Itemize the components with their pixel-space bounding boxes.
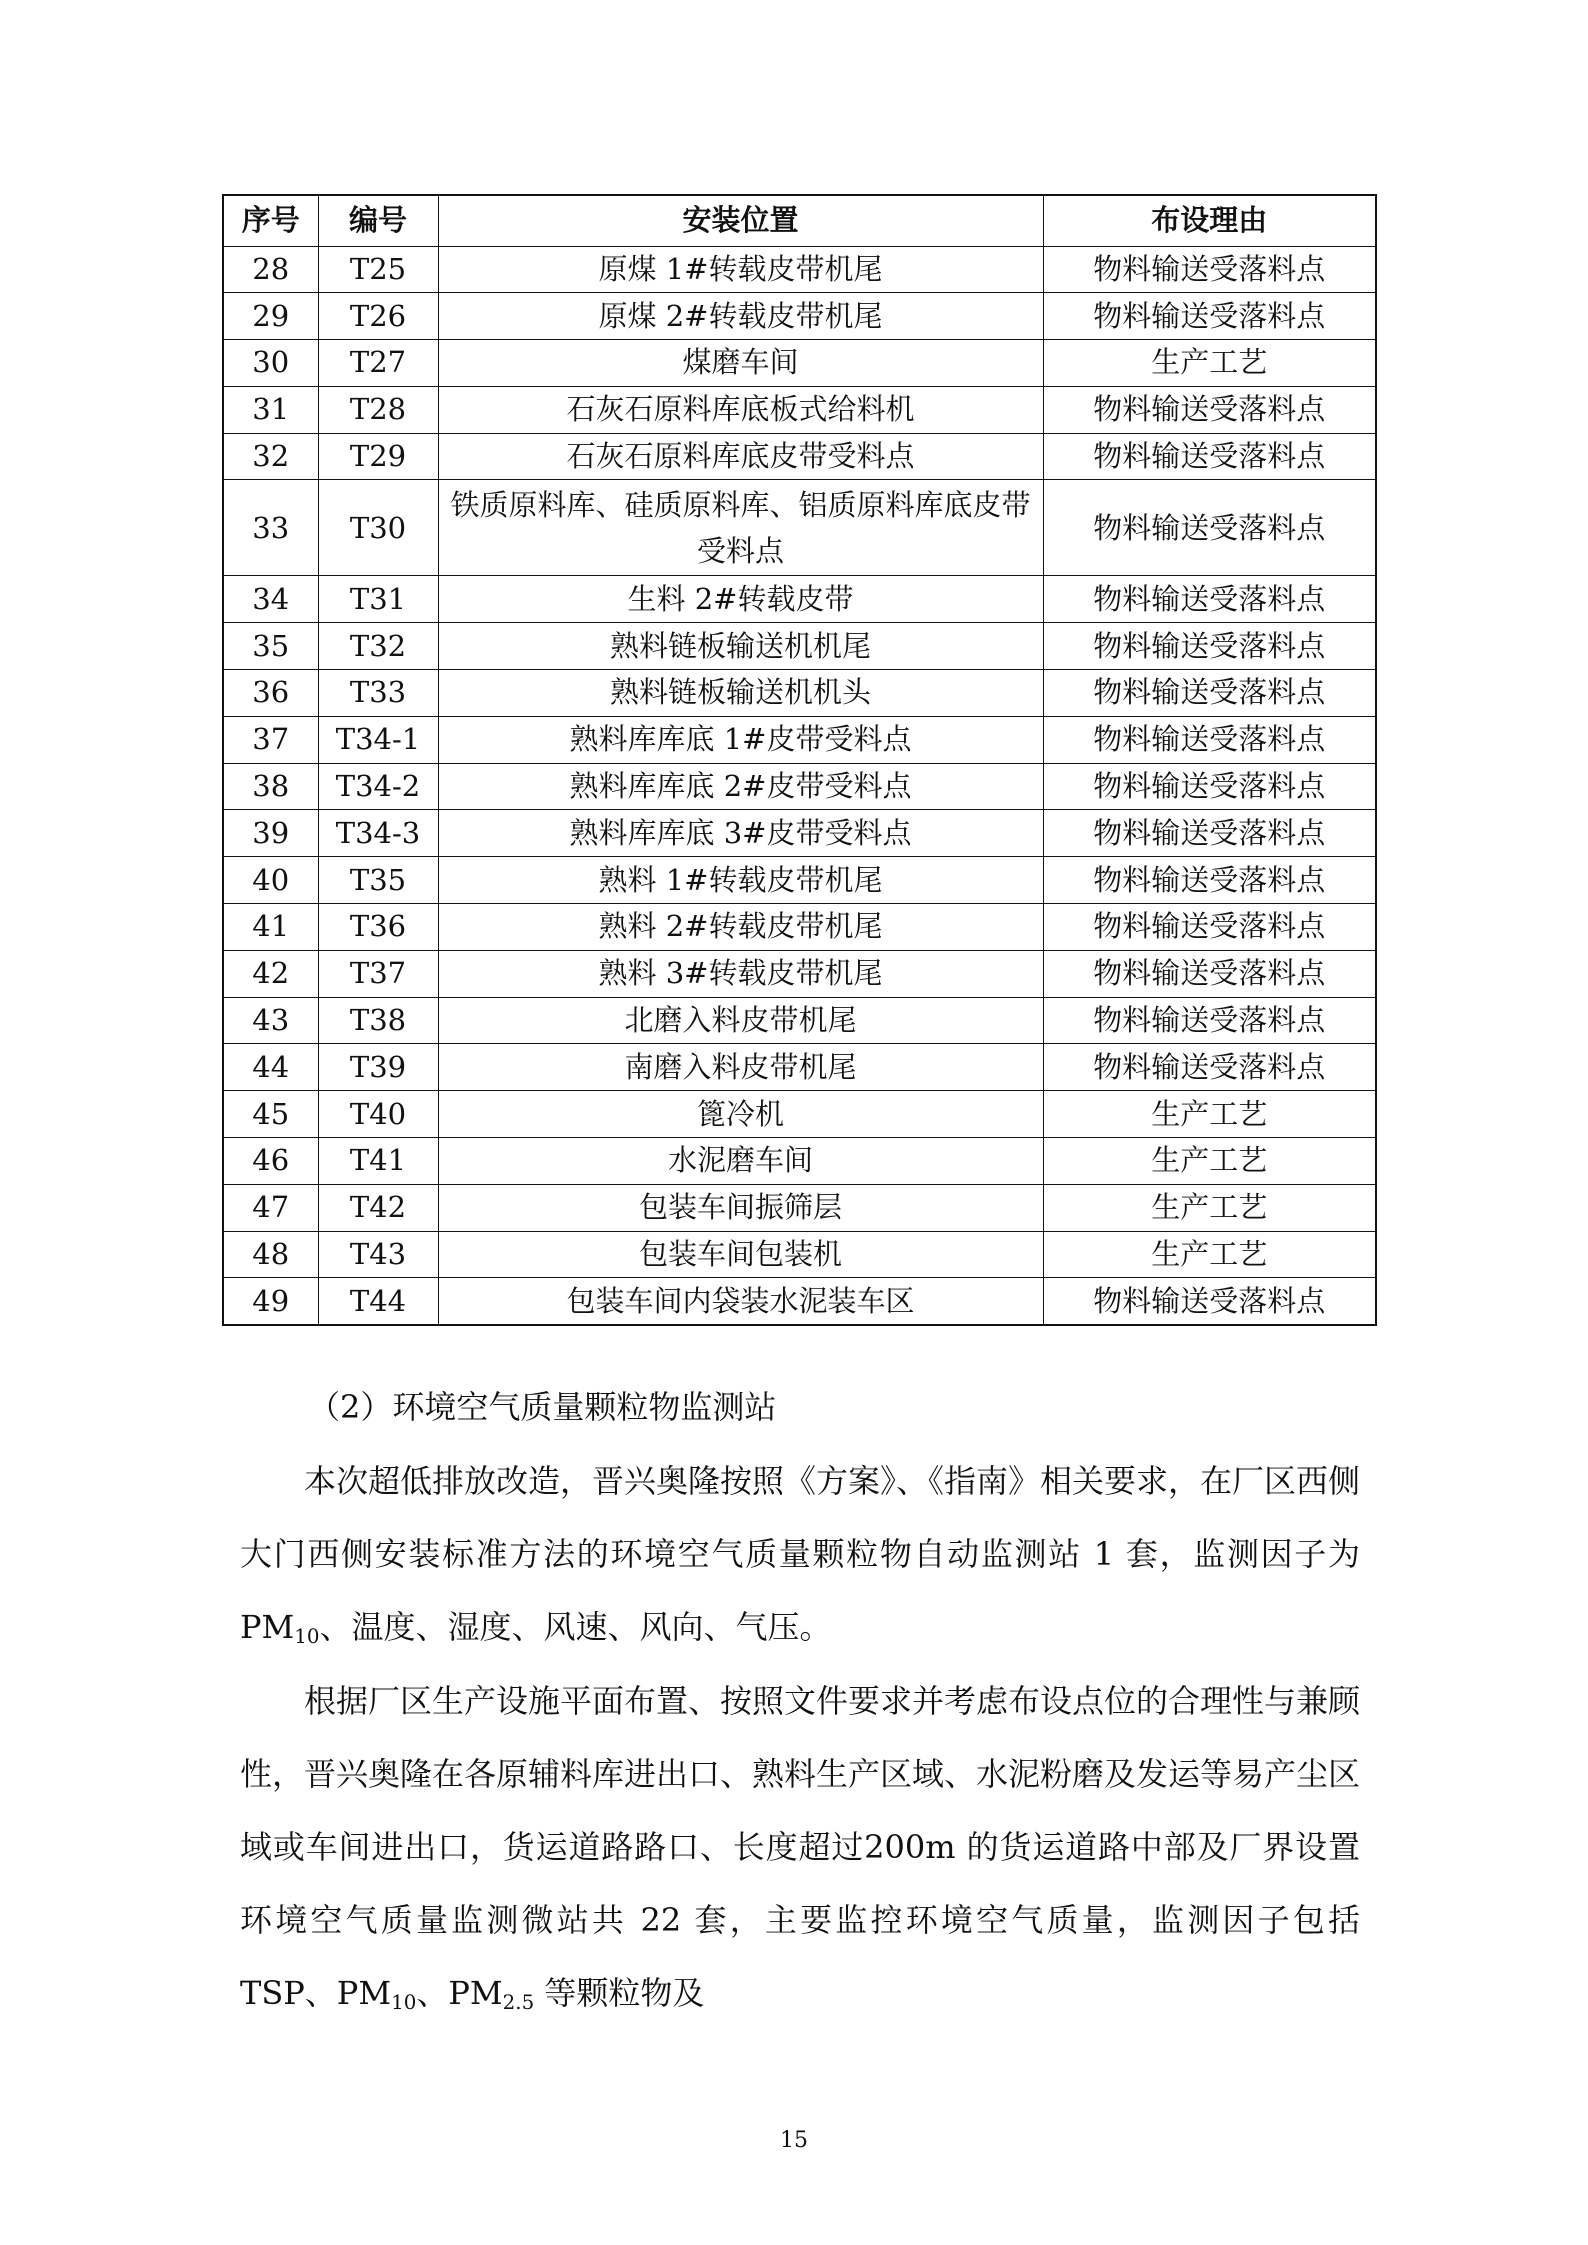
cell-code: T38: [318, 997, 438, 1044]
cell-serial-number: 45: [223, 1091, 318, 1138]
cell-layout-reason: 物料输送受落料点: [1043, 716, 1376, 763]
cell-code: T42: [318, 1184, 438, 1231]
cell-code: T34-2: [318, 763, 438, 810]
table-row: [223, 1184, 1376, 1231]
page-number: 15: [780, 2128, 808, 2153]
cell-layout-reason: 物料输送受落料点: [1043, 246, 1376, 293]
cell-layout-reason: 生产工艺: [1043, 1184, 1376, 1231]
cell-install-location: 熟料 1#转载皮带机尾: [438, 857, 1043, 904]
cell-code: T37: [318, 950, 438, 997]
cell-code: T34-3: [318, 810, 438, 857]
paragraph-text: 、温度、湿度、风速、风向、气压。: [319, 1608, 832, 1646]
cell-code: T40: [318, 1091, 438, 1138]
cell-code: T28: [318, 386, 438, 433]
table-row: [223, 1044, 1376, 1091]
cell-code: T32: [318, 623, 438, 670]
cell-install-location: 熟料库库底 2#皮带受料点: [438, 763, 1043, 810]
table-row: [223, 763, 1376, 810]
paragraph-air-quality-station: [240, 1445, 1360, 1664]
table-header-row: [223, 195, 1376, 246]
cell-serial-number: 34: [223, 576, 318, 623]
paragraph-text: 根据厂区生产设施平面布置、按照文件要求并考虑布设点位的合理性与兼顾性，晋兴奥隆在各原辅料库进出口、熟料生产区域、水泥粉磨及发运等易产尘区域或车间进出口，货运道路路口、长度超过200m 的货运道路中部及厂界设置环境空气质量监测微站共 22 套，主要监控环境空气质量，监测因子包括 TSP、PM: [240, 1682, 1361, 2012]
cell-serial-number: 39: [223, 810, 318, 857]
cell-code: T25: [318, 246, 438, 293]
cell-code: T29: [318, 433, 438, 480]
cell-layout-reason: 物料输送受落料点: [1043, 433, 1376, 480]
header-code: 编号: [318, 195, 438, 246]
cell-serial-number: 44: [223, 1044, 318, 1091]
table-row: [223, 1138, 1376, 1185]
cell-install-location: 北磨入料皮带机尾: [438, 997, 1043, 1044]
cell-serial-number: 42: [223, 950, 318, 997]
cell-code: T30: [318, 480, 438, 576]
cell-install-location: 熟料库库底 3#皮带受料点: [438, 810, 1043, 857]
cell-serial-number: 38: [223, 763, 318, 810]
subscript: 10: [294, 1624, 320, 1648]
cell-code: T27: [318, 340, 438, 387]
table-row: [223, 1091, 1376, 1138]
cell-install-location: 包装车间包装机: [438, 1231, 1043, 1278]
table-row: [223, 950, 1376, 997]
cell-serial-number: 33: [223, 480, 318, 576]
cell-install-location: 熟料 2#转载皮带机尾: [438, 904, 1043, 951]
cell-install-location: 生料 2#转载皮带: [438, 576, 1043, 623]
cell-code: T39: [318, 1044, 438, 1091]
cell-layout-reason: 物料输送受落料点: [1043, 997, 1376, 1044]
cell-serial-number: 30: [223, 340, 318, 387]
table-row: [223, 340, 1376, 387]
cell-serial-number: 41: [223, 904, 318, 951]
cell-code: T35: [318, 857, 438, 904]
cell-install-location: 石灰石原料库底板式给料机: [438, 386, 1043, 433]
cell-code: T44: [318, 1278, 438, 1325]
cell-install-location: 煤磨车间: [438, 340, 1043, 387]
cell-install-location: 熟料链板输送机机尾: [438, 623, 1043, 670]
table-row: [223, 1231, 1376, 1278]
cell-code: T31: [318, 576, 438, 623]
cell-layout-reason: 物料输送受落料点: [1043, 623, 1376, 670]
cell-install-location: 熟料 3#转载皮带机尾: [438, 950, 1043, 997]
cell-install-location: 篦冷机: [438, 1091, 1043, 1138]
cell-layout-reason: 物料输送受落料点: [1043, 810, 1376, 857]
header-serial-number: 序号: [223, 195, 318, 246]
table-row: [223, 857, 1376, 904]
cell-serial-number: 32: [223, 433, 318, 480]
cell-code: T34-1: [318, 716, 438, 763]
cell-layout-reason: 物料输送受落料点: [1043, 386, 1376, 433]
cell-layout-reason: 物料输送受落料点: [1043, 904, 1376, 951]
cell-layout-reason: 生产工艺: [1043, 340, 1376, 387]
cell-serial-number: 47: [223, 1184, 318, 1231]
cell-serial-number: 48: [223, 1231, 318, 1278]
cell-code: T36: [318, 904, 438, 951]
table-row: [223, 480, 1376, 576]
cell-layout-reason: 物料输送受落料点: [1043, 1278, 1376, 1325]
subscript: 10: [391, 1990, 417, 2014]
subscript: 2.5: [502, 1990, 535, 2014]
cell-serial-number: 36: [223, 670, 318, 717]
cell-serial-number: 49: [223, 1278, 318, 1325]
cell-layout-reason: 生产工艺: [1043, 1091, 1376, 1138]
table-row: [223, 670, 1376, 717]
header-layout-reason: 布设理由: [1043, 195, 1376, 246]
cell-install-location: 熟料链板输送机机头: [438, 670, 1043, 717]
paragraph-text: 、PM: [416, 1974, 503, 2012]
paragraph-micro-stations: [240, 1665, 1360, 2030]
table-row: [223, 1278, 1376, 1325]
cell-code: T43: [318, 1231, 438, 1278]
cell-install-location: 包装车间振筛层: [438, 1184, 1043, 1231]
table-row: [223, 904, 1376, 951]
paragraph-text: 等颗粒物及: [534, 1974, 705, 2012]
cell-layout-reason: 物料输送受落料点: [1043, 1044, 1376, 1091]
table-row: [223, 716, 1376, 763]
cell-serial-number: 28: [223, 246, 318, 293]
cell-layout-reason: 物料输送受落料点: [1043, 763, 1376, 810]
cell-layout-reason: 物料输送受落料点: [1043, 480, 1376, 576]
monitoring-points-table: [222, 194, 1377, 1326]
table-row: [223, 433, 1376, 480]
cell-serial-number: 43: [223, 997, 318, 1044]
cell-serial-number: 31: [223, 386, 318, 433]
cell-code: T33: [318, 670, 438, 717]
cell-install-location: 石灰石原料库底皮带受料点: [438, 433, 1043, 480]
cell-serial-number: 29: [223, 293, 318, 340]
table-row: [223, 623, 1376, 670]
table-row: [223, 386, 1376, 433]
cell-code: T26: [318, 293, 438, 340]
table-row: [223, 246, 1376, 293]
cell-install-location: 熟料库库底 1#皮带受料点: [438, 716, 1043, 763]
cell-serial-number: 35: [223, 623, 318, 670]
cell-install-location: 原煤 1#转载皮带机尾: [438, 246, 1043, 293]
table-row: [223, 576, 1376, 623]
cell-layout-reason: 物料输送受落料点: [1043, 670, 1376, 717]
table-row: [223, 810, 1376, 857]
cell-layout-reason: 物料输送受落料点: [1043, 293, 1376, 340]
cell-layout-reason: 物料输送受落料点: [1043, 857, 1376, 904]
cell-layout-reason: 物料输送受落料点: [1043, 950, 1376, 997]
cell-install-location: 包装车间内袋装水泥装车区: [438, 1278, 1043, 1325]
paragraph-text: 本次超低排放改造，晋兴奥隆按照《方案》、《指南》相关要求，在厂区西侧大门西侧安装标准方法的环境空气质量颗粒物自动监测站 1 套，监测因子为 PM: [240, 1462, 1361, 1646]
header-install-location: 安装位置: [438, 195, 1043, 246]
table-body: [223, 246, 1376, 1325]
cell-layout-reason: 生产工艺: [1043, 1138, 1376, 1185]
cell-serial-number: 46: [223, 1138, 318, 1185]
cell-layout-reason: 物料输送受落料点: [1043, 576, 1376, 623]
cell-serial-number: 40: [223, 857, 318, 904]
cell-layout-reason: 生产工艺: [1043, 1231, 1376, 1278]
section-heading: （2）环境空气质量颗粒物监测站: [308, 1388, 777, 1426]
table-row: [223, 293, 1376, 340]
cell-install-location: 南磨入料皮带机尾: [438, 1044, 1043, 1091]
cell-install-location: 原煤 2#转载皮带机尾: [438, 293, 1043, 340]
cell-install-location: 水泥磨车间: [438, 1138, 1043, 1185]
cell-install-location: 铁质原料库、硅质原料库、铝质原料库底皮带受料点: [438, 480, 1043, 576]
cell-code: T41: [318, 1138, 438, 1185]
table-row: [223, 997, 1376, 1044]
cell-serial-number: 37: [223, 716, 318, 763]
